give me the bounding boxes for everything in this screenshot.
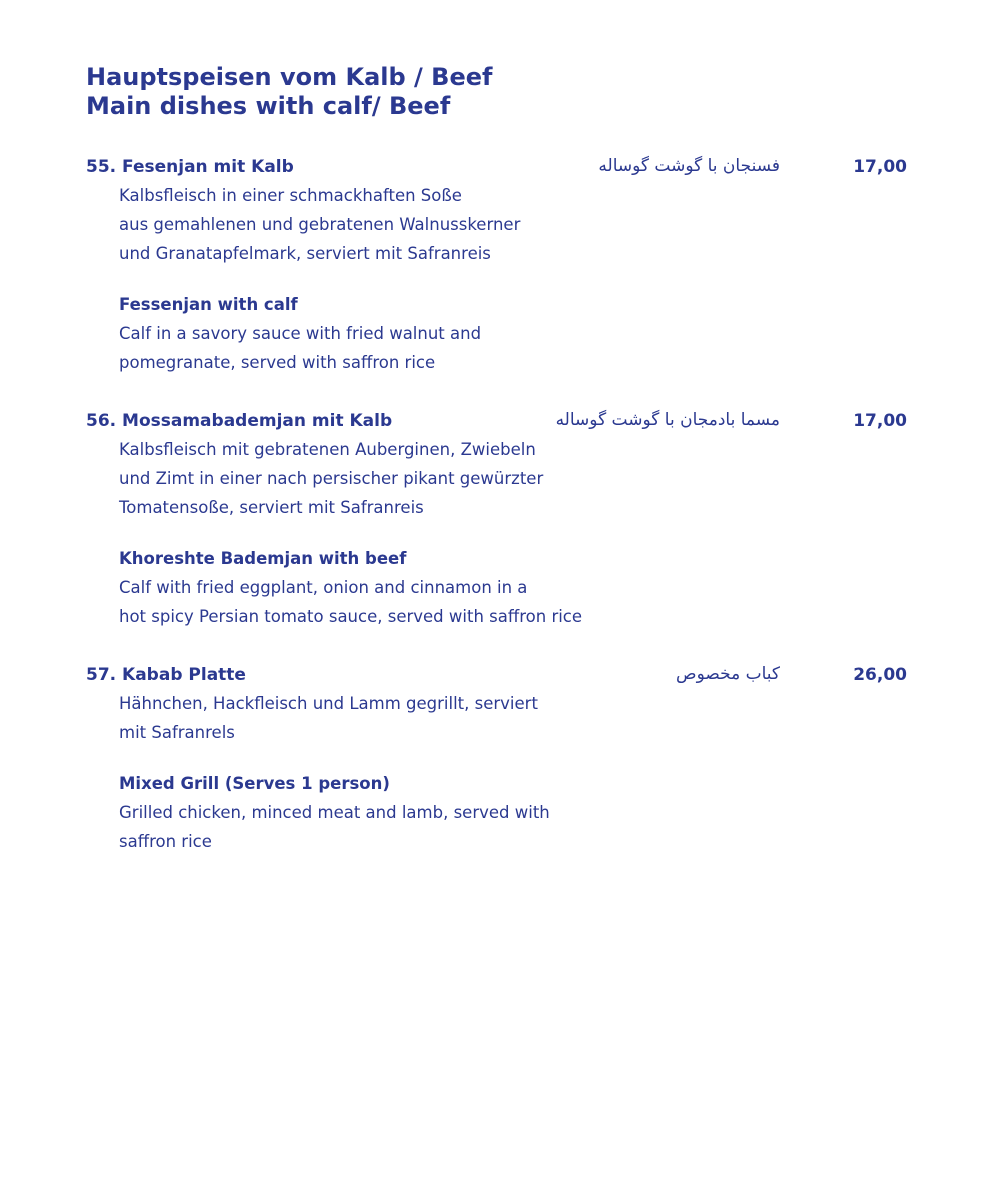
dish-name-fa: فسنجان با گوشت گوساله	[598, 156, 780, 176]
dish-name-en: Mixed Grill (Serves 1 person)	[119, 774, 390, 793]
dish-price: 17,00	[853, 411, 907, 431]
description-line: saffron rice	[119, 832, 212, 851]
dish-price: 17,00	[853, 157, 907, 177]
dish-description-de	[119, 181, 520, 268]
dish-name-en: Khoreshte Bademjan with beef	[119, 549, 407, 568]
dish-name-fa: مسما بادمجان با گوشت گوساله	[555, 410, 780, 430]
description-line: Calf with fried eggplant, onion and cinnamon in a	[119, 578, 528, 597]
dish-description-en	[119, 319, 481, 377]
dish-name-de: 57. Kabab Platte	[86, 665, 246, 685]
section-title-de: Hauptspeisen vom Kalb / Beef	[86, 63, 493, 91]
description-line: und Zimt in einer nach persischer pikant gewürzter	[119, 469, 544, 488]
description-line: Tomatensoße, serviert mit Safranreis	[119, 498, 424, 517]
description-line: pomegranate, served with saffron rice	[119, 353, 436, 372]
description-line: Hähnchen, Hackfleisch und Lamm gegrillt, serviert	[119, 694, 538, 713]
description-line: und Granatapfelmark, serviert mit Safranreis	[119, 244, 491, 263]
dish-description-en	[119, 798, 550, 856]
dish-description-de	[119, 435, 543, 522]
dish-name-de: 56. Mossamabademjan mit Kalb	[86, 411, 393, 431]
description-line: Kalbsfleisch mit gebratenen Auberginen, Zwiebeln	[119, 440, 536, 459]
description-line: Calf in a savory sauce with fried walnut and	[119, 324, 482, 343]
section-title	[86, 63, 492, 121]
description-line: Grilled chicken, minced meat and lamb, served with	[119, 803, 550, 822]
description-line: Kalbsfleisch in einer schmackhaften Soße	[119, 186, 462, 205]
dish-price: 26,00	[853, 665, 907, 685]
dish-description-de	[119, 689, 538, 747]
dish-name-en: Fessenjan with calf	[119, 295, 298, 314]
description-line: aus gemahlenen und gebratenen Walnusskerner	[119, 215, 521, 234]
dish-description-en	[119, 573, 582, 631]
description-line: hot spicy Persian tomato sauce, served with saffron rice	[119, 607, 583, 626]
dish-name-fa: کباب مخصوص	[676, 664, 780, 684]
description-line: mit Safranrels	[119, 723, 235, 742]
section-title-en: Main dishes with calf/ Beef	[86, 92, 451, 120]
dish-name-de: 55. Fesenjan mit Kalb	[86, 157, 294, 177]
